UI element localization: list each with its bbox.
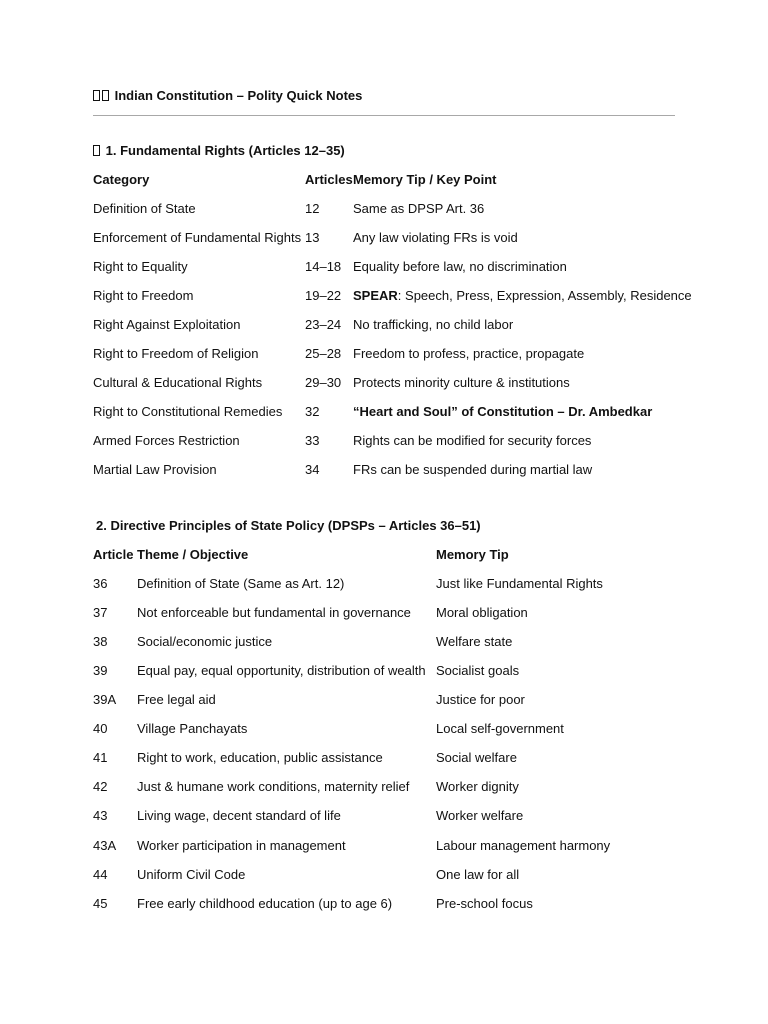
- document-title-text: Indian Constitution – Polity Quick Notes: [114, 88, 363, 103]
- tip-cell: Freedom to profess, practice, propagate: [353, 346, 585, 361]
- table-row: [0, 720, 768, 740]
- tip-bold-text: SPEAR: [353, 288, 398, 303]
- column-header-memory-tip: Memory Tip: [436, 547, 509, 562]
- table-row: [0, 200, 768, 220]
- theme-cell: Free legal aid: [137, 692, 216, 707]
- tip-cell: Just like Fundamental Rights: [436, 576, 603, 591]
- category-cell: Right to Equality: [93, 259, 188, 274]
- table-row: [0, 895, 768, 915]
- column-header-memory-tip: Memory Tip / Key Point: [353, 172, 497, 187]
- table-row: [0, 662, 768, 682]
- table-row: [0, 866, 768, 886]
- tip-cell: Worker welfare: [436, 808, 524, 823]
- section-icon: [93, 145, 100, 156]
- article-cell: 43A: [93, 838, 117, 853]
- flag-icon: [93, 90, 100, 101]
- document-title: [93, 88, 362, 103]
- fundamental-rights-heading: [93, 143, 345, 158]
- article-cell: 39A: [93, 692, 117, 707]
- dpsp-heading: 2. Directive Principles of State Policy (DPSPs – Articles 36–51): [96, 518, 481, 533]
- theme-cell: Living wage, decent standard of life: [137, 808, 341, 823]
- table-row: [0, 403, 768, 423]
- article-cell: 37: [93, 605, 108, 620]
- article-cell: 38: [93, 634, 108, 649]
- article-cell: 42: [93, 779, 108, 794]
- table-row: [0, 258, 768, 278]
- table-row: [0, 604, 768, 624]
- article-cell: 43: [93, 808, 108, 823]
- theme-cell: Free early childhood education (up to age 6): [137, 896, 393, 911]
- table-row: [0, 461, 768, 481]
- articles-cell: 14–18: [305, 259, 342, 274]
- tip-cell: Rights can be modified for security forces: [353, 433, 592, 448]
- table-row: [0, 374, 768, 394]
- category-cell: Right Against Exploitation: [93, 317, 241, 332]
- theme-cell: Village Panchayats: [137, 721, 248, 736]
- flag-icon: [102, 90, 109, 101]
- fundamental-rights-heading-text: 1. Fundamental Rights (Articles 12–35): [105, 143, 345, 158]
- table-row: [0, 778, 768, 798]
- tip-cell: No trafficking, no child labor: [353, 317, 514, 332]
- tip-cell: Any law violating FRs is void: [353, 230, 518, 245]
- theme-cell: Definition of State (Same as Art. 12): [137, 576, 345, 591]
- dpsp-header-row: [0, 546, 768, 566]
- table-row: [0, 345, 768, 365]
- articles-cell: 34: [305, 462, 320, 477]
- tip-cell: FRs can be suspended during martial law: [353, 462, 593, 477]
- tip-cell: Pre-school focus: [436, 896, 533, 911]
- column-header-category: Category: [93, 172, 150, 187]
- category-cell: Right to Freedom: [93, 288, 194, 303]
- column-header-theme: Theme / Objective: [137, 547, 249, 562]
- tip-cell: Equality before law, no discrimination: [353, 259, 567, 274]
- article-cell: 36: [93, 576, 108, 591]
- theme-cell: Worker participation in management: [137, 838, 346, 853]
- articles-cell: 32: [305, 404, 320, 419]
- title-divider: [93, 115, 675, 116]
- tip-text: : Speech, Press, Expression, Assembly, Residence: [397, 288, 692, 303]
- theme-cell: Social/economic justice: [137, 634, 273, 649]
- tip-cell: Socialist goals: [436, 663, 520, 678]
- table-row: [0, 807, 768, 827]
- table-row: [0, 837, 768, 857]
- articles-cell: 13: [305, 230, 320, 245]
- articles-cell: 12: [305, 201, 320, 216]
- category-cell: Right to Freedom of Religion: [93, 346, 259, 361]
- category-cell: Cultural & Educational Rights: [93, 375, 263, 390]
- tip-cell: [353, 403, 652, 421]
- category-cell: Enforcement of Fundamental Rights: [93, 230, 302, 245]
- table-row: [0, 749, 768, 769]
- articles-cell: 25–28: [305, 346, 342, 361]
- tip-cell: [353, 287, 692, 305]
- articles-cell: 29–30: [305, 375, 342, 390]
- table-row: [0, 229, 768, 249]
- tip-cell: Social welfare: [436, 750, 517, 765]
- table-row: [0, 287, 768, 307]
- tip-cell: Worker dignity: [436, 779, 519, 794]
- article-cell: 41: [93, 750, 108, 765]
- fundamental-rights-header-row: [0, 171, 768, 191]
- category-cell: Martial Law Provision: [93, 462, 217, 477]
- article-cell: 45: [93, 896, 108, 911]
- article-cell: 40: [93, 721, 108, 736]
- table-row: [0, 316, 768, 336]
- tip-cell: Local self-government: [436, 721, 564, 736]
- tip-cell: One law for all: [436, 867, 520, 882]
- table-row: [0, 575, 768, 595]
- tip-cell: Welfare state: [436, 634, 513, 649]
- tip-cell: Moral obligation: [436, 605, 528, 620]
- category-cell: Right to Constitutional Remedies: [93, 404, 283, 419]
- theme-cell: Right to work, education, public assistance: [137, 750, 383, 765]
- tip-cell: Labour management harmony: [436, 838, 611, 853]
- column-header-articles: Articles: [305, 172, 353, 187]
- articles-cell: 33: [305, 433, 320, 448]
- theme-cell: Uniform Civil Code: [137, 867, 246, 882]
- tip-cell: Same as DPSP Art. 36: [353, 201, 485, 216]
- theme-cell: Equal pay, equal opportunity, distribution of wealth: [137, 663, 426, 678]
- theme-cell: Not enforceable but fundamental in governance: [137, 605, 411, 620]
- theme-cell: Just & humane work conditions, maternity relief: [137, 779, 410, 794]
- article-cell: 44: [93, 867, 108, 882]
- column-header-article: Article: [93, 547, 134, 562]
- table-row: [0, 691, 768, 711]
- tip-bold-text: “Heart and Soul” of Constitution – Dr. Ambedkar: [353, 404, 653, 419]
- article-cell: 39: [93, 663, 108, 678]
- category-cell: Definition of State: [93, 201, 196, 216]
- table-row: [0, 432, 768, 452]
- tip-cell: Protects minority culture & institutions: [353, 375, 570, 390]
- tip-cell: Justice for poor: [436, 692, 525, 707]
- articles-cell: 19–22: [305, 288, 342, 303]
- articles-cell: 23–24: [305, 317, 342, 332]
- category-cell: Armed Forces Restriction: [93, 433, 240, 448]
- table-row: [0, 633, 768, 653]
